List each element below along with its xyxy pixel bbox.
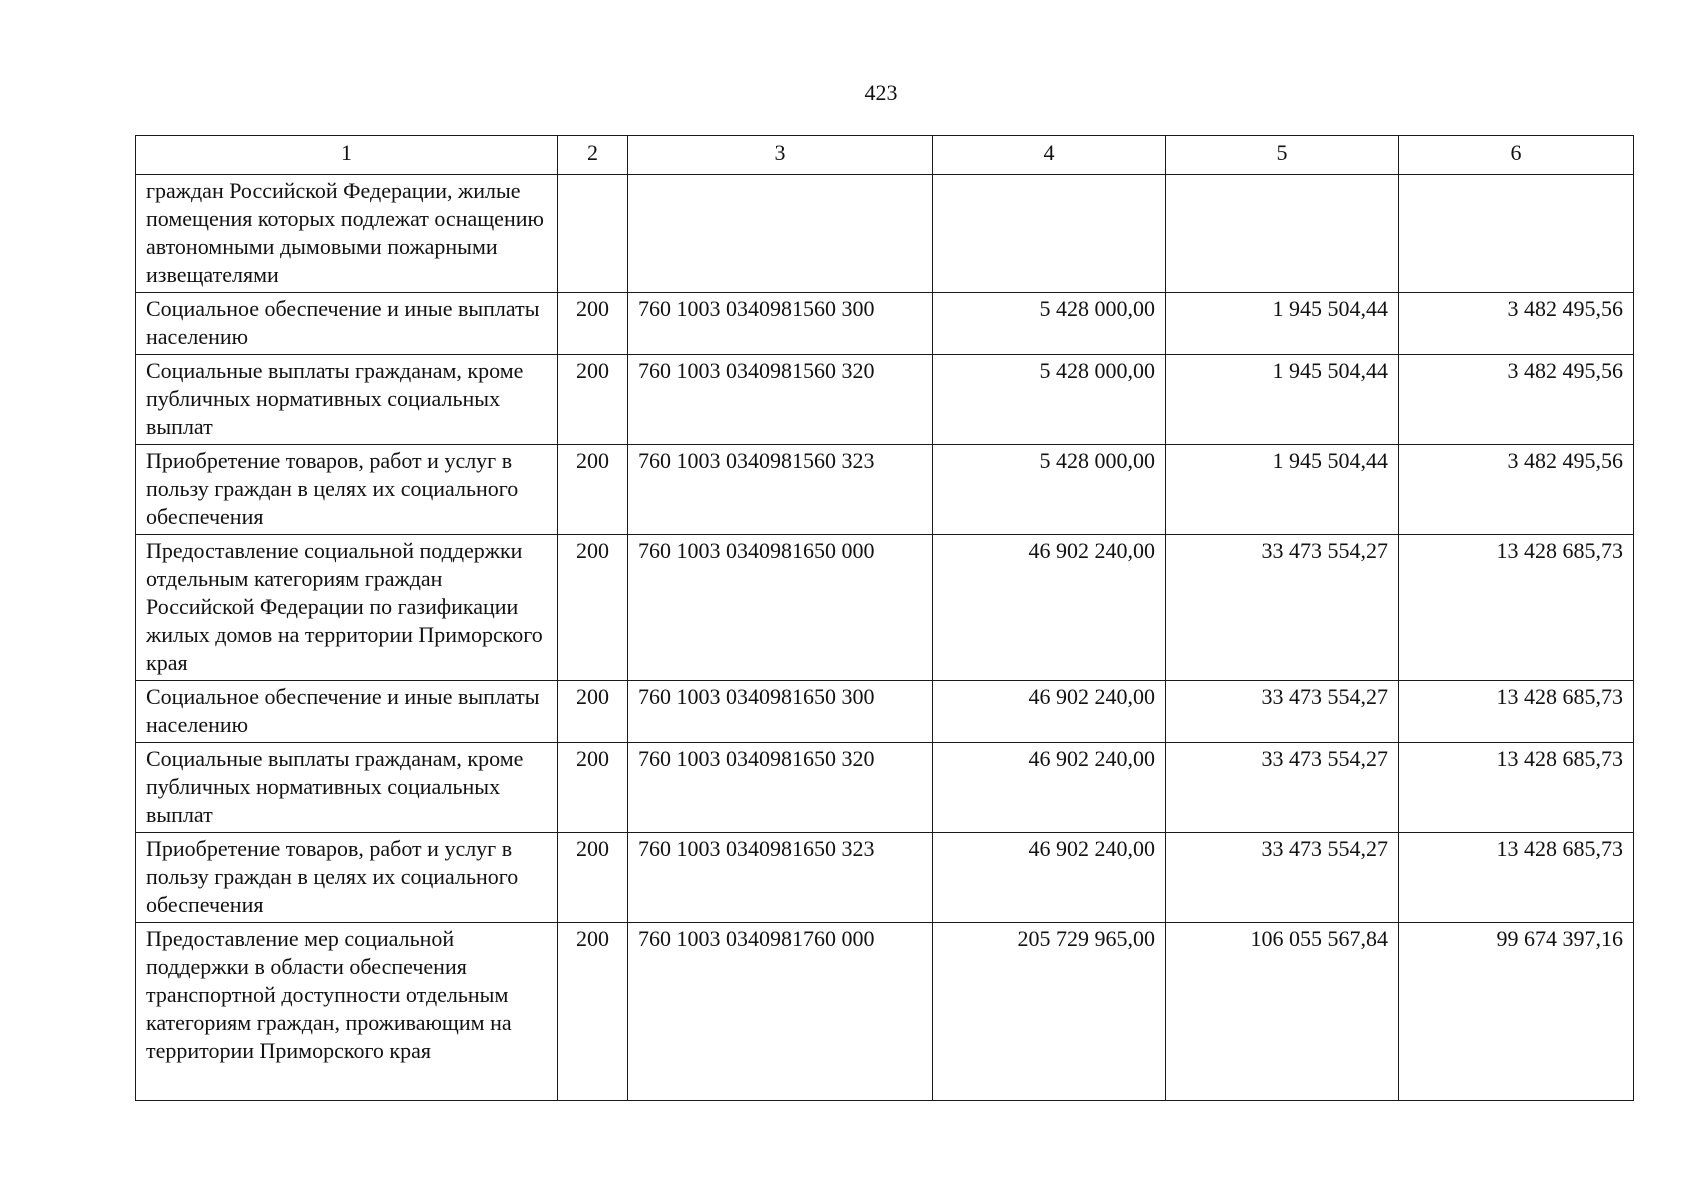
column-header-4: 4 <box>933 136 1166 175</box>
row-approved-cell: 5 428 000,00 <box>933 445 1166 535</box>
row-name-cell: Предоставление мер социальной поддержки в области обеспечения транспортной доступности отдельным категориям граждан, проживающим на территории Приморского края <box>136 923 558 1101</box>
row-code-cell: 200 <box>558 355 628 445</box>
budget-table <box>135 135 1634 1101</box>
table-row <box>136 833 1634 923</box>
row-code-cell: 200 <box>558 293 628 355</box>
row-executed-cell: 33 473 554,27 <box>1166 681 1399 743</box>
row-approved-cell <box>933 175 1166 293</box>
row-executed-cell: 1 945 504,44 <box>1166 445 1399 535</box>
row-approved-cell: 5 428 000,00 <box>933 355 1166 445</box>
table-row <box>136 923 1634 1101</box>
table-row <box>136 175 1634 293</box>
row-remaining-cell <box>1399 175 1634 293</box>
row-code-cell <box>558 175 628 293</box>
column-header-2: 2 <box>558 136 628 175</box>
row-executed-cell: 1 945 504,44 <box>1166 293 1399 355</box>
row-code-cell: 200 <box>558 681 628 743</box>
row-executed-cell: 33 473 554,27 <box>1166 833 1399 923</box>
table-row <box>136 293 1634 355</box>
table-row <box>136 681 1634 743</box>
row-remaining-cell: 13 428 685,73 <box>1399 833 1634 923</box>
table-row <box>136 535 1634 681</box>
row-approved-cell: 46 902 240,00 <box>933 535 1166 681</box>
row-kbk-cell: 760 1003 0340981760 000 <box>628 923 933 1101</box>
row-kbk-cell: 760 1003 0340981560 320 <box>628 355 933 445</box>
row-name-cell: Приобретение товаров, работ и услуг в пользу граждан в целях их социального обеспечения <box>136 445 558 535</box>
row-approved-cell: 46 902 240,00 <box>933 681 1166 743</box>
row-approved-cell: 46 902 240,00 <box>933 833 1166 923</box>
column-header-5: 5 <box>1166 136 1399 175</box>
row-name-cell: Предоставление социальной поддержки отдельным категориям граждан Российской Федерации по газификации жилых домов на территории Приморского края <box>136 535 558 681</box>
row-code-cell: 200 <box>558 923 628 1101</box>
row-remaining-cell: 3 482 495,56 <box>1399 293 1634 355</box>
row-kbk-cell: 760 1003 0340981650 300 <box>628 681 933 743</box>
table-header-row <box>136 136 1634 175</box>
row-name-cell: Социальное обеспечение и иные выплаты населению <box>136 293 558 355</box>
row-kbk-cell: 760 1003 0340981560 323 <box>628 445 933 535</box>
row-kbk-cell: 760 1003 0340981650 323 <box>628 833 933 923</box>
table-row <box>136 445 1634 535</box>
row-executed-cell: 33 473 554,27 <box>1166 535 1399 681</box>
row-remaining-cell: 3 482 495,56 <box>1399 355 1634 445</box>
row-kbk-cell: 760 1003 0340981650 000 <box>628 535 933 681</box>
row-executed-cell <box>1166 175 1399 293</box>
table-row <box>136 355 1634 445</box>
row-remaining-cell: 99 674 397,16 <box>1399 923 1634 1101</box>
row-executed-cell: 106 055 567,84 <box>1166 923 1399 1101</box>
row-name-cell: Приобретение товаров, работ и услуг в пользу граждан в целях их социального обеспечения <box>136 833 558 923</box>
row-code-cell: 200 <box>558 743 628 833</box>
row-executed-cell: 33 473 554,27 <box>1166 743 1399 833</box>
row-code-cell: 200 <box>558 535 628 681</box>
row-approved-cell: 5 428 000,00 <box>933 293 1166 355</box>
row-approved-cell: 46 902 240,00 <box>933 743 1166 833</box>
page-number: 423 <box>864 80 898 105</box>
row-name-cell: граждан Российской Федерации, жилые помещения которых подлежат оснащению автономными дымовыми пожарными извещателями <box>136 175 558 293</box>
row-approved-cell: 205 729 965,00 <box>933 923 1166 1101</box>
row-name-cell: Социальные выплаты гражданам, кроме публичных нормативных социальных выплат <box>136 743 558 833</box>
row-name-cell: Социальное обеспечение и иные выплаты населению <box>136 681 558 743</box>
row-remaining-cell: 13 428 685,73 <box>1399 535 1634 681</box>
row-kbk-cell: 760 1003 0340981560 300 <box>628 293 933 355</box>
row-name-cell: Социальные выплаты гражданам, кроме публичных нормативных социальных выплат <box>136 355 558 445</box>
row-kbk-cell: 760 1003 0340981650 320 <box>628 743 933 833</box>
table-row <box>136 743 1634 833</box>
row-code-cell: 200 <box>558 445 628 535</box>
row-executed-cell: 1 945 504,44 <box>1166 355 1399 445</box>
column-header-3: 3 <box>628 136 933 175</box>
row-remaining-cell: 13 428 685,73 <box>1399 681 1634 743</box>
row-code-cell: 200 <box>558 833 628 923</box>
column-header-1: 1 <box>136 136 558 175</box>
row-remaining-cell: 13 428 685,73 <box>1399 743 1634 833</box>
column-header-6: 6 <box>1399 136 1634 175</box>
row-kbk-cell <box>628 175 933 293</box>
row-remaining-cell: 3 482 495,56 <box>1399 445 1634 535</box>
